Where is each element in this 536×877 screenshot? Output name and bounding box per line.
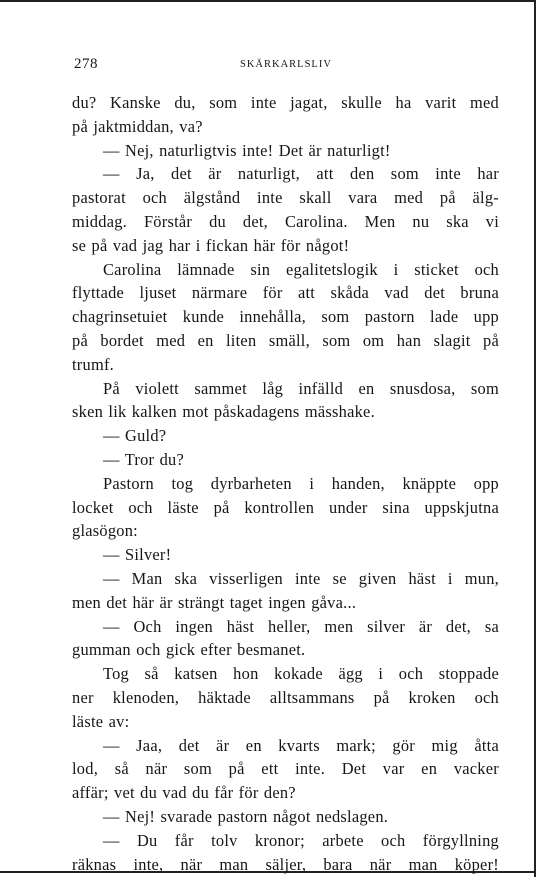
text-line: Pastorn tog dyrbarheten i handen, knäppte opp (103, 473, 499, 493)
text-line: — Tror du? (103, 449, 185, 469)
text-line: sken lik kalken mot påskadagens mässhake. (72, 402, 375, 422)
text-line: pastorat och älgstånd inte skall vara med på älg- (72, 188, 499, 208)
page-number: 278 (74, 56, 98, 72)
text-line: locket och läste på kontrollen under sina uppskjutna (72, 497, 499, 517)
text-line: — Man ska visserligen inte se given häst i mun, (103, 568, 499, 588)
text-line: — Jaa, det är en kvarts mark; gör mig åtta (103, 735, 499, 755)
text-line: chagrinsetuiet kunde innehålla, som pastorn lade upp (72, 307, 499, 327)
text-line: — Guld? (103, 426, 167, 446)
body-text (72, 91, 499, 876)
text-line: se på vad jag har i fickan här för något! (72, 235, 350, 255)
text-line: — Silver! (103, 545, 172, 565)
text-line: affär; vet du vad du får för den? (72, 783, 296, 803)
text-line: — Du får tolv kronor; arbete och förgyllning (103, 830, 499, 850)
text-line: Carolina lämnade sin egalitetslogik i sticket och (103, 259, 499, 279)
text-line: på jaktmiddan, va? (72, 116, 203, 136)
text-line: på bordet med en liten smäll, som om han slagit på (72, 330, 499, 350)
text-line: — Nej! svarade pastorn något nedslagen. (103, 806, 389, 826)
text-line: du? Kanske du, som inte jagat, skulle ha varit med (72, 93, 499, 112)
text-line: gumman och gick efter besmanet. (72, 640, 306, 660)
text-line: flyttade ljuset närmare för att skåda vad det bruna (72, 283, 499, 303)
text-line: middag. Förstår du det, Carolina. Men nu ska vi (72, 211, 499, 231)
page-header (74, 56, 498, 80)
text-line: — Och ingen häst heller, men silver är det, sa (103, 616, 499, 636)
top-border (0, 0, 536, 2)
text-line: läste av: (72, 711, 130, 731)
text-line: — Nej, naturligtvis inte! Det är naturligt! (103, 140, 391, 160)
text-line: — Ja, det är naturligt, att den som inte har (103, 164, 499, 184)
text-line: Tog så katsen hon kokade ägg i och stoppade (103, 664, 499, 684)
text-line: lod, så när som på ett inte. Det var en vacker (72, 759, 499, 779)
text-line: räknas inte, när man säljer, bara när man köper! (72, 854, 499, 874)
text-line: ner klenoden, häktade alltsammans på kroken och (72, 687, 499, 707)
text-line: På violett sammet låg infälld en snusdosa, som (103, 378, 499, 398)
text-line: men det här är strängt taget ingen gåva... (72, 592, 357, 612)
text-line: glasögon: (72, 521, 138, 541)
running-head: SKÄRKARLSLIV (240, 59, 332, 70)
text-line: trumf. (72, 354, 115, 374)
